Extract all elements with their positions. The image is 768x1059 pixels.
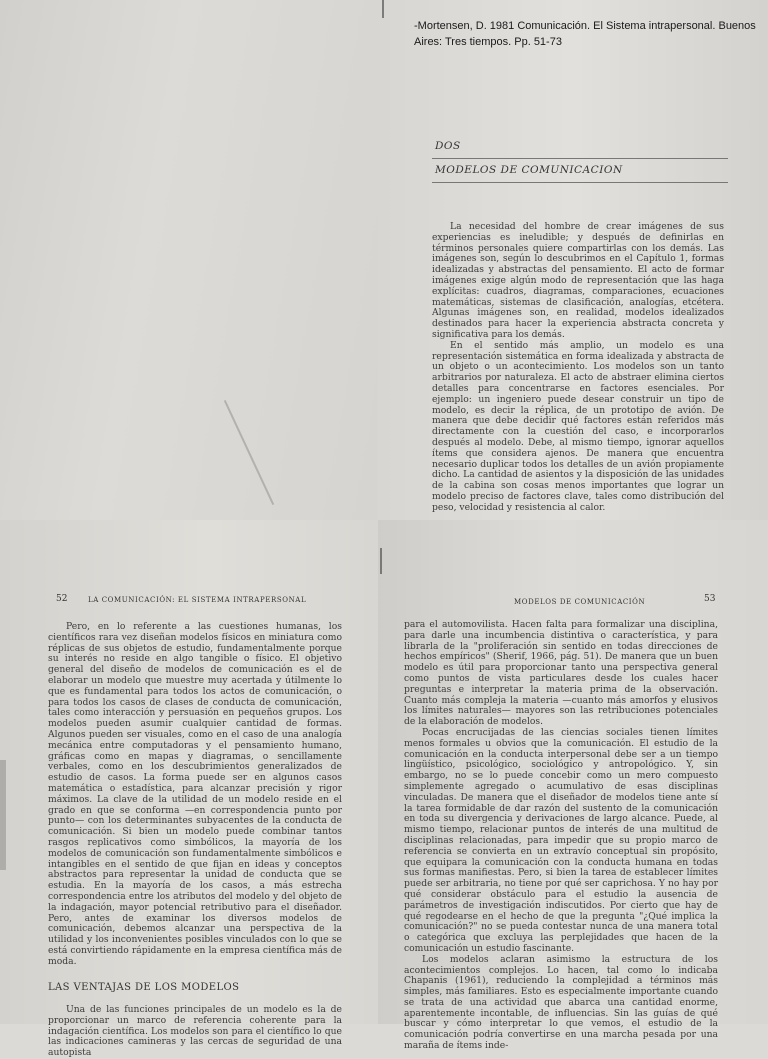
intro-paragraph-1: La necesidad del hombre de crear imágenes de sus experiencias es ineludible; y después de definirlas en términos personales quiere compartirlas con los demás. Las imágenes son, según lo descubrimos en el Capítulo 1, formas idealizadas y abstractas del pensamiento. El acto de formar imágenes exige algún modo de representación que las haga explícitas: cuadros, diagramas, comparaciones, ecuaciones matemáticas, sistemas de clasificación, analogías, etcétera. Algunas imágenes son, en realidad, modelos idealizados destinados para hacer la experiencia abstracta concreta y significativa para los demás. xyxy=(432,221,724,340)
intro-paragraph-2: En el sentido más amplio, un modelo es una representación sistemática en forma idealizada y abstracta de un objeto o un acontecimiento. Los modelos son un tanto arbitrarios por naturaleza. El acto de abstraer elimina ciertos detalles para concentrarse en factores esenciales. Por ejemplo: un ingeniero puede desear construir un tipo de modelo, es decir la réplica, de un prototipo de avión. De manera que debe decidir qué factores están referidos más directamente con la cuestión del caso, e incorporarlos después al modelo. Debe, al mismo tiempo, ignorar aquellos ítems que considera ajenos. De manera que encuentra necesario duplicar todos los detalles de un avión propiamente dicho. La cantidad de asientos y la disposición de las unidades de la cabina son cosas menos importantes que lograr un modelo preciso de factores clave, tales como distribución del peso, velocidad y resistencia al calor. xyxy=(432,339,724,513)
chapter-rule-top xyxy=(432,158,728,159)
page-52-paragraph-1: Pero, en lo referente a las cuestiones humanas, los científicos rara vez diseñan modelos físicos en miniatura como réplicas de sus objetos de estudio, fundamentalmente porque su interés no reside en algo tangible o físico. El objetivo general del diseño de modelos de comunicación es el de elaborar un modelo que muestre muy acertada y útilmente lo que es fundamental para todos los actos de comunicación, o para todos los casos de clases de conducta de comunicación, tales como interacción y persuasión en pequeños grupos. Los modelos pueden asumir cualquier cantidad de formas. Algunos pueden ser visuales, como en el caso de una analogía mecánica entre computadoras y el pensamiento humano, gráficas como en mapas y diagramas, o sencillamente verbales, como en los descubrimientos generalizados de estudio de casos. La forma puede ser en algunos casos matemática o estadística, para alcanzar precisión y rigor máximos. La clave de la utilidad de un modelo reside en el grado en que se conforma —en correspondencia punto por punto— con los determinantes subyacentes de la conducta de comunicación. Si bien un modelo puede combinar tantos rasgos replicativos como simbólicos, la mayoría de los modelos de comunicación son fundamentalmente simbólicos e intangibles en el sentido de que fijan en ideas y conceptos abstractos para representar la unidad de conducta que se estudia. En la mayoría de los casos, a más estrecha correspondencia entre los atributos del modelo y del objeto de la indagación, mayor potencial retributivo para el diseñador. Pero, antes de examinar los diversos modelos de comunicación, debemos alcanzar una perspectiva de la utilidad y los inconvenientes posibles vinculados con lo que se está convirtiendo rápidamente en la empresa científica más de moda. xyxy=(48,621,342,967)
page-number-52: 52 xyxy=(56,594,68,604)
page-53-paragraph-3: Los modelos aclaran asimismo la estructura de los acontecimientos complejos. Lo hacen, tal como lo indicaba Chapanis (1961), reduciendo la complejidad a términos más simples, más familiares. Esto es especialmente importante cuando se trata de una actividad que abarca una cantidad enorme, aparentemente incontable, de influencias. Sin las guías de qué buscar y cómo interpretar lo que vemos, el estudio de la comunicación podría convertirse en una marcha pesada por una maraña de ítems inde- xyxy=(404,953,718,1052)
page-53-text xyxy=(404,620,718,1052)
chapter-number: DOS xyxy=(435,140,461,152)
chapter-title: MODELOS DE COMUNICACION xyxy=(435,164,623,176)
gutter-mark-bottom xyxy=(380,548,382,574)
section-heading: LAS VENTAJAS DE LOS MODELOS xyxy=(48,982,240,993)
running-head-right: MODELOS DE COMUNICACIÓN xyxy=(514,598,646,606)
running-head-left: LA COMUNICACIÓN: EL SISTEMA INTRAPERSONAL xyxy=(88,596,307,604)
citation-note: -Mortensen, D. 1981 Comunicación. El Sistema intrapersonal. Buenos Aires: Tres tiempos. Pp. 51-73 xyxy=(414,20,756,48)
chapter-intro-text xyxy=(432,222,724,514)
page-number-53: 53 xyxy=(704,594,716,604)
page-53-paragraph-2: Pocas encrucijadas de las ciencias sociales tienen límites menos formales u obvios que la comunicación. El estudio de la comunicación en la conducta interpersonal debe ser a un tiempo lingüístico, psicológico, sociológico y antropológico. Y, sin embargo, no se lo puede concebir como un mero compuesto simplemente agregado o acumulativo de esas disciplinas vinculadas. De manera que el diseñador de modelos tiene ante sí la tarea formidable de dar razón del sustento de la comunicación en toda su divergencia y derivaciones de largo alcance. Puede, al mismo tiempo, relacionar puntos de interés de una multitud de disciplinas relacionadas, para impedir que su propio marco de referencia se convierta en un extravío conceptual sin propósito, que equipara la comunicación con la conducta humana en todas sus formas manifiestas. Pero, si bien la tarea de establecer límites puede ser arbitraria, no tiene por qué ser caprichosa. Y no hay por qué considerar obstáculo para el estudio la ausencia de parámetros de investigación indiscutidos. Por cierto que hay de qué regodearse en el hecho de que la pregunta "¿Qué implica la comunicación?" no se pueda contestar nunca de una manera total o categórica que excluya las perplejidades que hacen de la comunicación un estudio fascinante. xyxy=(404,726,718,954)
scan-shadow-left-edge xyxy=(0,760,6,870)
page-52-section-paragraph: Una de las funciones principales de un modelo es la de proporcionar un marco de referencia coherente para la indagación científica. Los modelos son para el científico lo que las indicaciones camineras y las cercas de seguridad de una autopista xyxy=(48,1004,342,1059)
blank-page-top-left xyxy=(0,0,378,520)
page-52-text xyxy=(48,622,342,968)
page-53-paragraph-1: para el automovilista. Hacen falta para formalizar una disciplina, para darle una incumbencia distintiva o característica, y para librarla de la "proliferación sin sentido en todas direcciones de hechos empíricos" (Sherif, 1966, pág. 51). De manera que un buen modelo es útil para proporcionar tanto una perspectiva general como puntos de vista particulares desde los cuales hacer preguntas e interpretar la materia prima de la observación. Cuanto más compleja la materia —cuanto más amorfos y elusivos los límites naturales— mayores son las retribuciones potenciales de la elaboración de modelos. xyxy=(404,619,718,728)
gutter-mark-top xyxy=(382,0,384,18)
chapter-rule-bottom xyxy=(432,182,728,183)
page-52-section-text xyxy=(48,1005,342,1059)
